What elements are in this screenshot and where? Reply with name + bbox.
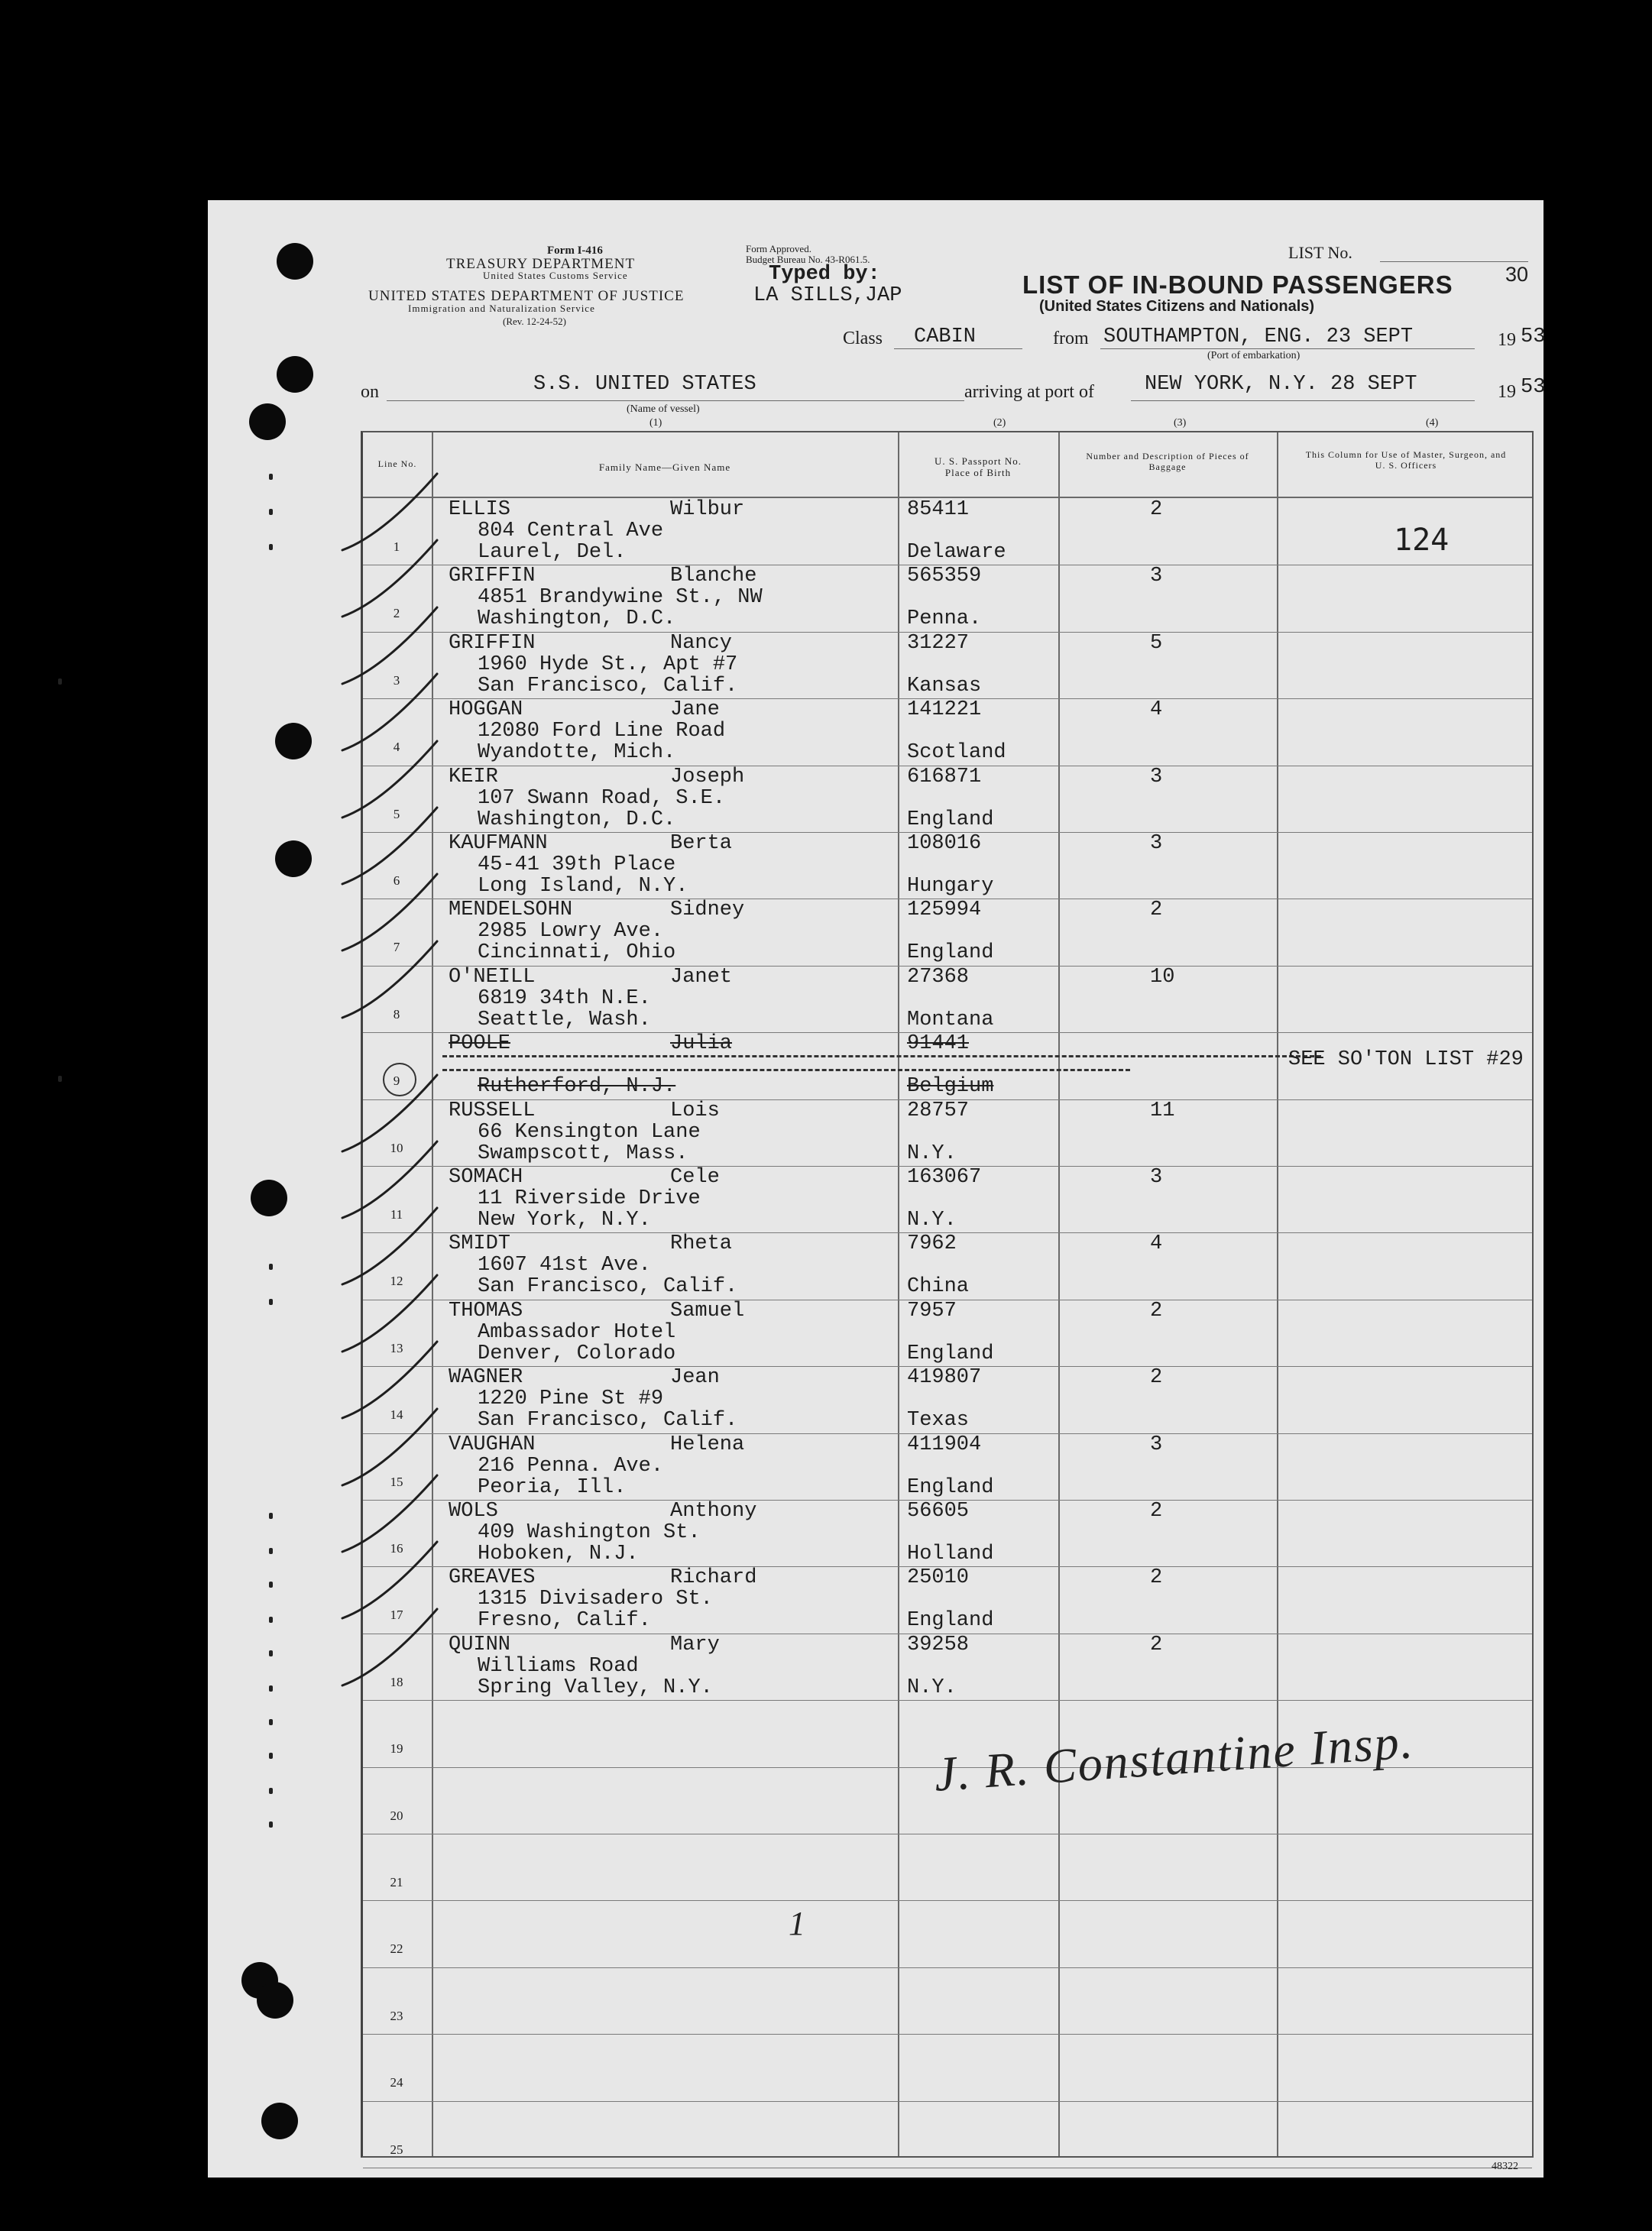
col-num-4: (4) — [1426, 417, 1439, 429]
address-street: 216 Penna. Ave. — [478, 1455, 664, 1478]
birth-place: China — [907, 1275, 970, 1298]
line-number: 19 — [390, 1741, 403, 1756]
family-name: QUINN — [449, 1634, 511, 1656]
address-city: San Francisco, Calif. — [478, 1409, 738, 1432]
given-name: Joseph — [670, 766, 745, 788]
passport-number: 91441 — [907, 1032, 970, 1055]
address-city: Washington, D.C. — [478, 808, 676, 831]
check-mark — [342, 1542, 437, 1618]
passport-number: 39258 — [907, 1634, 970, 1656]
baggage-count: 2 — [1150, 1634, 1163, 1656]
punch-hole — [261, 2103, 298, 2139]
class-value: CABIN — [914, 325, 977, 348]
address-street: 107 Swann Road, S.E. — [478, 787, 726, 810]
given-name: Jane — [670, 698, 720, 721]
given-name: Wilbur — [670, 498, 745, 521]
list-no-value: 30 — [1505, 263, 1529, 286]
baggage-count: 10 — [1150, 966, 1175, 989]
passport-number: 56605 — [907, 1500, 970, 1523]
line-number: 18 — [390, 1675, 403, 1689]
birth-place: England — [907, 1609, 994, 1632]
birth-place: England — [907, 808, 994, 831]
birth-place: Montana — [907, 1009, 994, 1031]
typed-by-label: Typed by: — [769, 263, 880, 286]
birth-place: England — [907, 1342, 994, 1365]
col-header-line: Line No. — [377, 458, 417, 469]
arrival-year: 53 — [1521, 376, 1546, 399]
passport-number: 28757 — [907, 1099, 970, 1122]
baggage-count: 5 — [1150, 632, 1163, 655]
address-city: Rutherford, N.J. — [478, 1075, 676, 1098]
arriving-label: arriving at port of — [964, 382, 1094, 402]
punch-hole — [257, 1982, 293, 2019]
passport-number: 565359 — [907, 565, 982, 588]
birth-place: Texas — [907, 1409, 970, 1432]
vessel-name: S.S. UNITED STATES — [533, 373, 756, 396]
address-city: Hoboken, N.J. — [478, 1543, 639, 1566]
line-number: 23 — [390, 2009, 403, 2023]
passport-number: 25010 — [907, 1566, 970, 1589]
address-street: 2985 Lowry Ave. — [478, 920, 664, 943]
check-mark — [342, 674, 437, 750]
address-street: 1315 Divisadero St. — [478, 1588, 713, 1611]
baggage-count: 3 — [1150, 1433, 1163, 1456]
check-mark — [342, 1342, 437, 1418]
passport-number: 27368 — [907, 966, 970, 989]
address-city: Laurel, Del. — [478, 541, 627, 564]
list-no-label: LIST No. — [1288, 243, 1352, 262]
form-number: Form I-416 — [547, 244, 603, 257]
line-number: 5 — [393, 807, 400, 821]
address-street: 6819 34th N.E. — [478, 987, 651, 1010]
check-mark — [342, 1208, 437, 1284]
passport-number: 7962 — [907, 1232, 957, 1255]
check-mark — [342, 607, 437, 684]
birth-place: N.Y. — [907, 1209, 957, 1232]
on-label: on — [361, 382, 379, 402]
baggage-count: 3 — [1150, 565, 1163, 588]
line-number: 1 — [393, 539, 400, 554]
birth-place: N.Y. — [907, 1676, 957, 1699]
see-list-note: SEE SO'TON LIST #29 — [1288, 1048, 1524, 1071]
line-number: 15 — [390, 1475, 403, 1489]
address-street: 12080 Ford Line Road — [478, 720, 726, 743]
check-mark — [342, 1475, 437, 1552]
line-number: 4 — [393, 740, 400, 754]
passport-number: 419807 — [907, 1366, 982, 1389]
manifest-page — [208, 200, 1546, 2178]
address-city: New York, N.Y. — [478, 1209, 651, 1232]
arrival-value: NEW YORK, N.Y. 28 SEPT — [1145, 373, 1417, 396]
baggage-count: 4 — [1150, 1232, 1163, 1255]
line-number: 12 — [390, 1274, 403, 1288]
punch-hole — [277, 356, 313, 393]
address-city: Swampscott, Mass. — [478, 1142, 688, 1165]
line-number: 8 — [393, 1007, 400, 1022]
line-number: 3 — [393, 673, 400, 688]
page-subtitle: (United States Citizens and Nationals) — [1039, 298, 1315, 315]
family-name: THOMAS — [449, 1300, 523, 1323]
check-marks-overlay — [208, 200, 1546, 2178]
punch-hole — [275, 840, 312, 877]
given-name: Nancy — [670, 632, 733, 655]
col-num-3: (3) — [1174, 417, 1187, 429]
punch-hole — [277, 243, 313, 280]
address-street: 409 Washington St. — [478, 1521, 701, 1544]
check-mark — [342, 540, 437, 617]
address-street: 45-41 39th Place — [478, 853, 676, 876]
line-number: 11 — [390, 1207, 403, 1222]
col-num-1: (1) — [649, 417, 662, 429]
birth-place: Delaware — [907, 541, 1006, 564]
line-number: 6 — [393, 873, 400, 888]
check-mark — [342, 1141, 437, 1218]
family-name: WAGNER — [449, 1366, 523, 1389]
given-name: Anthony — [670, 1500, 757, 1523]
col-header-baggage: Number and Description of Pieces of Baggage — [1086, 451, 1249, 472]
baggage-count: 2 — [1150, 899, 1163, 921]
address-city: Wyandotte, Mich. — [478, 741, 676, 764]
address-street: 66 Kensington Lane — [478, 1121, 701, 1144]
stray-mark: 1 — [789, 1905, 805, 1942]
birth-place: Belgium — [907, 1075, 994, 1098]
passport-number: 7957 — [907, 1300, 957, 1323]
given-name: Samuel — [670, 1300, 745, 1323]
family-name: MENDELSOHN — [449, 899, 573, 921]
line-number: 7 — [393, 940, 400, 954]
family-name: RUSSELL — [449, 1099, 536, 1122]
address-street: 1960 Hyde St., Apt #7 — [478, 653, 738, 676]
family-name: KAUFMANN — [449, 832, 548, 855]
line-number: 2 — [393, 606, 400, 620]
revision-date: (Rev. 12-24-52) — [503, 316, 566, 327]
birth-place: Penna. — [907, 607, 982, 630]
birth-place: Holland — [907, 1543, 994, 1566]
baggage-count: 3 — [1150, 1166, 1163, 1189]
address-street: 11 Riverside Drive — [478, 1187, 701, 1210]
line-number: 22 — [390, 1941, 403, 1956]
address-city: Washington, D.C. — [478, 607, 676, 630]
address-city: Spring Valley, N.Y. — [478, 1676, 713, 1699]
family-name: HOGGAN — [449, 698, 523, 721]
family-name: ELLIS — [449, 498, 511, 521]
page-title: LIST OF IN-BOUND PASSENGERS — [1022, 270, 1453, 299]
address-city: Fresno, Calif. — [478, 1609, 651, 1632]
passport-number: 108016 — [907, 832, 982, 855]
family-name: SMIDT — [449, 1232, 511, 1255]
birth-place: Kansas — [907, 675, 982, 698]
address-city: Peoria, Ill. — [478, 1476, 627, 1499]
check-mark — [342, 808, 437, 884]
birth-place: England — [907, 941, 994, 964]
baggage-count: 4 — [1150, 698, 1163, 721]
passport-number: 141221 — [907, 698, 982, 721]
customs-service: United States Customs Service — [483, 270, 628, 281]
check-mark — [342, 1609, 437, 1685]
passport-number: 411904 — [907, 1433, 982, 1456]
address-street: Williams Road — [478, 1655, 639, 1678]
baggage-count: 2 — [1150, 1300, 1163, 1323]
check-mark — [342, 741, 437, 818]
line-number: 24 — [390, 2075, 403, 2090]
footer-code: 48322 — [1492, 2161, 1518, 2172]
given-name: Berta — [670, 832, 733, 855]
birth-place: Hungary — [907, 875, 994, 898]
passport-number: 163067 — [907, 1166, 982, 1189]
address-city: Long Island, N.Y. — [478, 875, 688, 898]
address-city: San Francisco, Calif. — [478, 675, 738, 698]
col-header-name: Family Name—Given Name — [598, 461, 731, 473]
family-name: KEIR — [449, 766, 498, 788]
line-number: 14 — [390, 1407, 403, 1422]
given-name: Blanche — [670, 565, 757, 588]
inspector-signature: J. R. Constantine Insp. — [932, 1714, 1416, 1802]
line-number: 20 — [390, 1808, 403, 1823]
line-number: 21 — [390, 1875, 403, 1889]
year-prefix-2: 19 — [1498, 382, 1516, 402]
address-street: 1220 Pine St #9 — [478, 1387, 664, 1410]
passport-number: 31227 — [907, 632, 970, 655]
punch-hole — [275, 723, 312, 759]
check-mark — [342, 1409, 437, 1485]
baggage-count: 11 — [1150, 1099, 1175, 1122]
given-name: Richard — [670, 1566, 757, 1589]
address-street: 804 Central Ave — [478, 520, 664, 542]
family-name: GREAVES — [449, 1566, 536, 1589]
given-name: Julia — [670, 1032, 733, 1055]
family-name: GRIFFIN — [449, 632, 536, 655]
given-name: Jean — [670, 1366, 720, 1389]
embarkation-value: SOUTHAMPTON, ENG. 23 SEPT — [1103, 325, 1414, 348]
form-approved: Form Approved. — [746, 243, 811, 254]
address-city: Seattle, Wash. — [478, 1009, 651, 1031]
ins-service: Immigration and Naturalization Service — [408, 303, 595, 314]
passport-number: 125994 — [907, 899, 982, 921]
punch-hole — [249, 403, 286, 440]
passport-number: 616871 — [907, 766, 982, 788]
from-label: from — [1053, 329, 1089, 348]
line-number: 13 — [390, 1341, 403, 1355]
address-street: Ambassador Hotel — [478, 1321, 676, 1344]
address-street: 1607 41st Ave. — [478, 1254, 651, 1277]
embark-year: 53 — [1521, 325, 1546, 348]
given-name: Janet — [670, 966, 733, 989]
address-street: 4851 Brandywine St., NW — [478, 586, 763, 609]
budget-bureau: Budget Bureau No. 43-R061.5. — [746, 254, 870, 265]
baggage-count: 2 — [1150, 1566, 1163, 1589]
given-name: Cele — [670, 1166, 720, 1189]
line-number: 25 — [390, 2142, 403, 2157]
port-note: (Port of embarkation) — [1207, 350, 1301, 361]
given-name: Helena — [670, 1433, 745, 1456]
given-name: Sidney — [670, 899, 745, 921]
given-name: Rheta — [670, 1232, 733, 1255]
given-name: Mary — [670, 1634, 720, 1656]
address-city: Denver, Colorado — [478, 1342, 676, 1365]
col-header-passport: U. S. Passport No. Place of Birth — [934, 455, 1022, 478]
birth-place: England — [907, 1476, 994, 1499]
baggage-count: 3 — [1150, 832, 1163, 855]
check-mark — [342, 1275, 437, 1352]
baggage-count: 2 — [1150, 498, 1163, 521]
birth-place: N.Y. — [907, 1142, 957, 1165]
line-number: 17 — [390, 1608, 403, 1622]
family-name: GRIFFIN — [449, 565, 536, 588]
check-mark — [342, 474, 437, 550]
col-header-officers: This Column for Use of Master, Surgeon, and U. S. Officers — [1305, 449, 1507, 471]
address-city: Cincinnati, Ohio — [478, 941, 676, 964]
address-city: San Francisco, Calif. — [478, 1275, 738, 1298]
line-number: 9 — [393, 1073, 400, 1088]
passport-number: 85411 — [907, 498, 970, 521]
vessel-note: (Name of vessel) — [627, 403, 700, 415]
typed-by-value: LA SILLS,JAP — [753, 284, 902, 307]
class-label: Class — [843, 329, 883, 348]
family-name: VAUGHAN — [449, 1433, 536, 1456]
baggage-count: 2 — [1150, 1500, 1163, 1523]
justice-dept: UNITED STATES DEPARTMENT OF JUSTICE — [368, 288, 685, 304]
check-mark — [342, 941, 437, 1018]
line-number: 10 — [390, 1141, 403, 1155]
treasury-dept: TREASURY DEPARTMENT — [446, 256, 636, 272]
baggage-count: 2 — [1150, 1366, 1163, 1389]
line-number: 16 — [390, 1541, 403, 1556]
family-name: SOMACH — [449, 1166, 523, 1189]
check-mark — [342, 1075, 437, 1151]
col-num-2: (2) — [993, 417, 1006, 429]
given-name: Lois — [670, 1099, 720, 1122]
family-name: WOLS — [449, 1500, 498, 1523]
birth-place: Scotland — [907, 741, 1006, 764]
officer-note: 124 — [1394, 523, 1450, 558]
baggage-count: 3 — [1150, 766, 1163, 788]
family-name: O'NEILL — [449, 966, 536, 989]
punch-hole — [251, 1180, 287, 1216]
family-name: POOLE — [449, 1032, 511, 1055]
year-prefix: 19 — [1498, 330, 1516, 350]
check-mark — [342, 874, 437, 950]
